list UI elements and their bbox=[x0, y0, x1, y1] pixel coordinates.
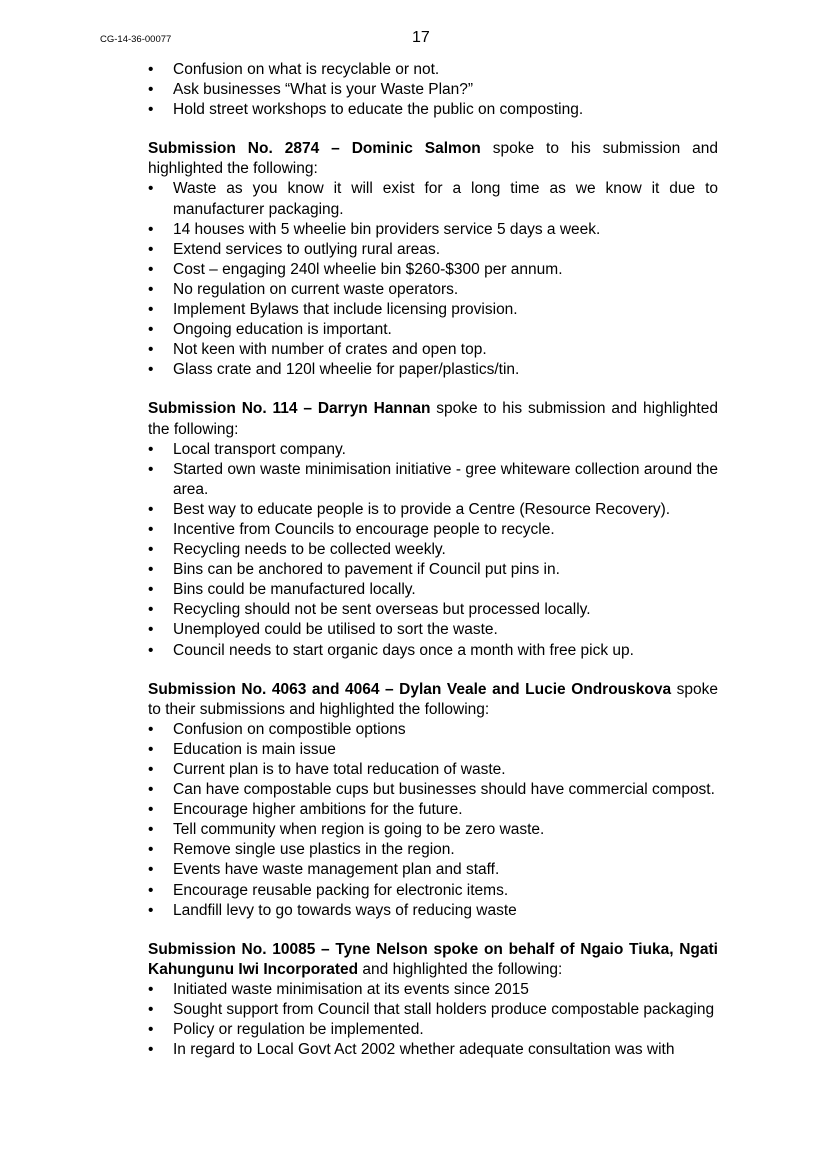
submission-heading: Submission No. 10085 – Tyne Nelson spoke on behalf of Ngaio Tiuka, Ngati Kahungunu Iwi Incorporated bbox=[148, 940, 718, 978]
list-item: • Extend services to outlying rural areas. bbox=[148, 240, 718, 260]
list-item: • Cost – engaging 240l wheelie bin $260-$300 per annum. bbox=[148, 260, 718, 280]
list-item: • 14 houses with 5 wheelie bin providers service 5 days a week. bbox=[148, 220, 718, 240]
submission-intro bbox=[148, 680, 718, 720]
list-item: • Glass crate and 120l wheelie for paper/plastics/tin. bbox=[148, 360, 718, 380]
document-body bbox=[148, 60, 718, 1060]
submission-114 bbox=[148, 399, 718, 660]
list-item: • In regard to Local Govt Act 2002 whether adequate consultation was with bbox=[148, 1040, 718, 1060]
list-item: • Recycling should not be sent overseas but processed locally. bbox=[148, 600, 718, 620]
submission-bullet-list bbox=[148, 980, 718, 1060]
list-item: • Encourage higher ambitions for the future. bbox=[148, 800, 718, 820]
list-item: • Unemployed could be utilised to sort the waste. bbox=[148, 620, 718, 640]
submission-intro bbox=[148, 940, 718, 980]
list-item: • Remove single use plastics in the region. bbox=[148, 840, 718, 860]
submission-intro-text: spoke to his submission and highlighted the following: bbox=[148, 400, 719, 438]
submission-intro bbox=[148, 399, 718, 439]
submission-4063-4064 bbox=[148, 680, 718, 921]
list-item: • Encourage reusable packing for electronic items. bbox=[148, 881, 718, 901]
list-item: • Council needs to start organic days once a month with free pick up. bbox=[148, 641, 718, 661]
list-item: • Events have waste management plan and staff. bbox=[148, 860, 718, 880]
list-item: • Best way to educate people is to provide a Centre (Resource Recovery). bbox=[148, 500, 718, 520]
list-item: • Hold street workshops to educate the public on composting. bbox=[148, 100, 718, 120]
list-item: • Ask businesses “What is your Waste Plan?” bbox=[148, 80, 718, 100]
list-item: • Tell community when region is going to be zero waste. bbox=[148, 820, 718, 840]
submission-heading: Submission No. 4063 and 4064 – Dylan Veale and Lucie Ondrouskova bbox=[148, 680, 672, 698]
submission-intro-text: and highlighted the following: bbox=[358, 960, 563, 978]
list-item: • Local transport company. bbox=[148, 440, 718, 460]
list-item: • Incentive from Councils to encourage people to recycle. bbox=[148, 520, 718, 540]
submission-heading: Submission No. 2874 – Dominic Salmon bbox=[148, 140, 481, 158]
submission-heading: Submission No. 114 – Darryn Hannan bbox=[148, 400, 431, 418]
list-item: • Sought support from Council that stall holders produce compostable packaging bbox=[148, 1000, 718, 1020]
list-item: • Recycling needs to be collected weekly. bbox=[148, 540, 718, 560]
list-item: • Initiated waste minimisation at its events since 2015 bbox=[148, 980, 718, 1000]
list-item: • Implement Bylaws that include licensing provision. bbox=[148, 300, 718, 320]
list-item: • Confusion on what is recyclable or not. bbox=[148, 60, 718, 80]
submission-2874 bbox=[148, 139, 718, 380]
list-item: • Can have compostable cups but businesses should have commercial compost. bbox=[148, 780, 718, 800]
list-item: • Education is main issue bbox=[148, 740, 718, 760]
list-item: • Bins could be manufactured locally. bbox=[148, 580, 718, 600]
list-item: • Bins can be anchored to pavement if Council put pins in. bbox=[148, 560, 718, 580]
submission-bullet-list bbox=[148, 720, 718, 921]
list-item: • Policy or regulation be implemented. bbox=[148, 1020, 718, 1040]
list-item: • Waste as you know it will exist for a long time as we know it due to manufacturer packaging. bbox=[148, 179, 718, 219]
top-bullet-list bbox=[148, 60, 718, 120]
list-item: • Ongoing education is important. bbox=[148, 320, 718, 340]
document-code: CG-14-36-00077 bbox=[100, 34, 172, 45]
submission-bullet-list bbox=[148, 179, 718, 380]
submission-10085 bbox=[148, 940, 718, 1061]
submission-intro-text: spoke to his submission and highlighted the following: bbox=[148, 140, 719, 178]
list-item: • Confusion on compostible options bbox=[148, 720, 718, 740]
submission-intro bbox=[148, 139, 718, 179]
list-item: • Current plan is to have total reducation of waste. bbox=[148, 760, 718, 780]
list-item: • Landfill levy to go towards ways of reducing waste bbox=[148, 901, 718, 921]
list-item: • No regulation on current waste operators. bbox=[148, 280, 718, 300]
submission-intro-text: spoke to their submissions and highlighted the following: bbox=[148, 680, 719, 718]
list-item: • Started own waste minimisation initiative - gree whiteware collection around the area. bbox=[148, 460, 718, 500]
list-item: • Not keen with number of crates and open top. bbox=[148, 340, 718, 360]
page-number: 17 bbox=[412, 29, 430, 46]
submission-bullet-list bbox=[148, 440, 718, 661]
